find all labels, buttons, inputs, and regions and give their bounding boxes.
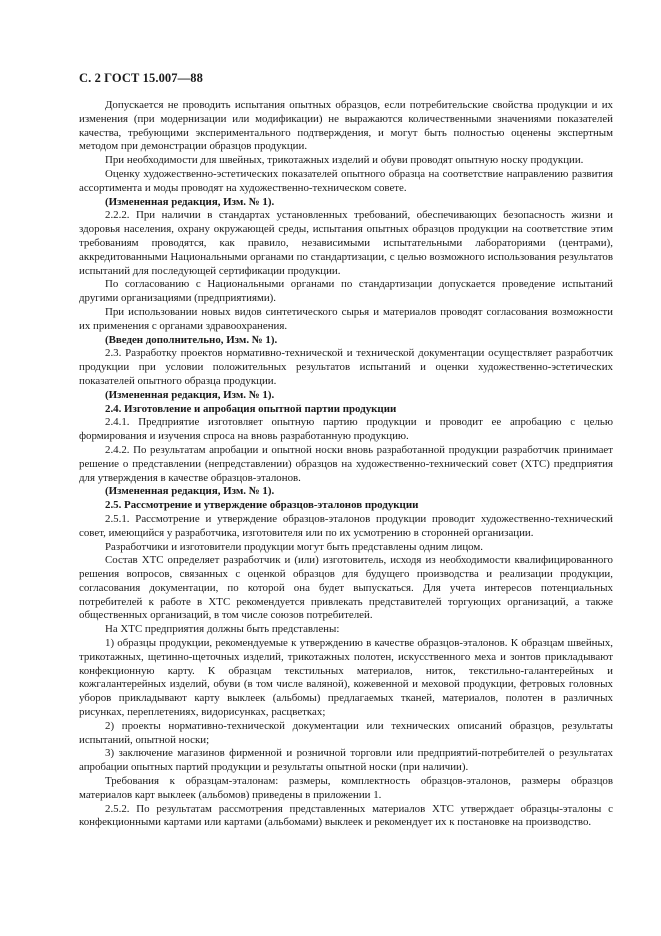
list-item: 1) образцы продукции, рекомендуемые к утверждению в качестве образцов-эталонов. К образцам швейных, трикотажных, щетинно-щеточных изделий, трикотажных полотен, искусственного меха и зонтов прикладывают конфекционную карту. К образцам текстильных материалов, ниток, текстильно-галантерейных и кожгалантерейных изделий, обуви (в том числе валяной), кожевенной и меховой продукции, фетровых головных уборов прикладывают карту выклеек (альбомы) предлагаемых тканей, материалов, полотен в различных рисунках, переплетениях, видорисунках, расцветках;	[79, 637, 613, 719]
paragraph: Допускается не проводить испытания опытных образцов, если потребительские свойства продукции и их изменения (при модернизации или модификации) не выражаются количественными значениями показателей качества, требующими экспериментального подтверждения, и могут быть полностью оценены экспертным методом при демонстрации образцов продукции.	[79, 99, 613, 153]
amendment-note: (Измененная редакция, Изм. № 1).	[105, 485, 275, 498]
section-heading: 2.5. Рассмотрение и утверждение образцов-эталонов продукции	[105, 499, 419, 512]
amendment-note: (Измененная редакция, Изм. № 1).	[105, 388, 275, 401]
paragraph: Разработчики и изготовители продукции могут быть представлены одним лицом.	[105, 540, 484, 553]
section-heading: 2.4. Изготовление и апробация опытной партии продукции	[105, 402, 397, 415]
list-item: 2) проекты нормативно-технической документации или технических описаний образцов, результаты испытаний, опытной носки;	[79, 719, 613, 746]
paragraph: При использовании новых видов синтетического сырья и материалов проводят согласования возможности их применения с органами здравоохранения.	[79, 305, 613, 332]
paragraph: 2.2.2. При наличии в стандартах установленных требований, обеспечивающих безопасность жизни и здоровья населения, охрану окружающей среды, испытания опытных образцов продукции на соответствие этим требованиям проводятся, как правило, независимыми испытательными лабораториями (центрами), аккредитованными Национальными органами по стандартизации, с целью возможного использования результатов испытаний для последующей сертификации продукции.	[79, 209, 613, 277]
paragraph: Оценку художественно-эстетических показателей опытного образца на соответствие направлению развития ассортимента и моды проводят на художественно-техническом совете.	[79, 167, 613, 194]
amendment-note: (Введен дополнительно, Изм. № 1).	[105, 333, 278, 346]
paragraph: 2.4.1. Предприятие изготовляет опытную партию продукции и проводит ее апробацию с целью формирования и изучения спроса на вновь разработанную продукцию.	[79, 416, 613, 443]
amendment-note: (Измененная редакция, Изм. № 1).	[105, 195, 275, 208]
paragraph: Состав ХТС определяет разработчик и (или) изготовитель, исходя из необходимости квалифицированного решения вопросов, связанных с оценкой образцов для будущего производства и реализации продукции, согласования документации, по которой она будет выпускаться. Для учета интересов потенциальных потребителей к работе в ХТС рекомендуется привлекать представителей торгующих организаций, а также общественных организаций, в том числе союзов потребителей.	[79, 554, 613, 622]
paragraph: 2.5.2. По результатам рассмотрения представленных материалов ХТС утверждает образцы-эталоны с конфекционными картами или картами (альбомами) выклеек и рекомендует их к постановке на производство.	[79, 802, 613, 829]
page-header: С. 2 ГОСТ 15.007—88	[79, 71, 203, 85]
document-body	[79, 99, 613, 830]
paragraph: На ХТС предприятия должны быть представлены:	[105, 623, 340, 636]
paragraph: По согласованию с Национальными органами по стандартизации допускается проведение испытаний другими организациями (предприятиями).	[79, 278, 613, 305]
list-item: 3) заключение магазинов фирменной и розничной торговли или предприятий-потребителей о результатах апробации опытных партий продукции и результаты опытной носки (при наличии).	[79, 747, 613, 774]
paragraph: 2.5.1. Рассмотрение и утверждение образцов-эталонов продукции проводит художественно-технический совет, имеющийся у разработчика, изготовителя или по их усмотрению в сторонней организации.	[79, 512, 613, 539]
paragraph: При необходимости для швейных, трикотажных изделий и обуви проводят опытную носку продукции.	[105, 154, 584, 167]
paragraph: 2.3. Разработку проектов нормативно-технической и технической документации осуществляет разработчик продукции при условии положительных результатов испытаний и оценки художественно-эстетических показателей опытного образца продукции.	[79, 347, 613, 387]
paragraph: Требования к образцам-эталонам: размеры, комплектность образцов-эталонов, размеры образцов материалов карт выклеек (альбомов) приведены в приложении 1.	[79, 775, 613, 801]
paragraph: 2.4.2. По результатам апробации и опытной носки вновь разработанной продукции разработчик принимает решение о представлении (непредставлении) образцов на художественно-технический совет (ХТС) предприятия для утверждения в качестве образцов-эталонов.	[79, 443, 613, 484]
